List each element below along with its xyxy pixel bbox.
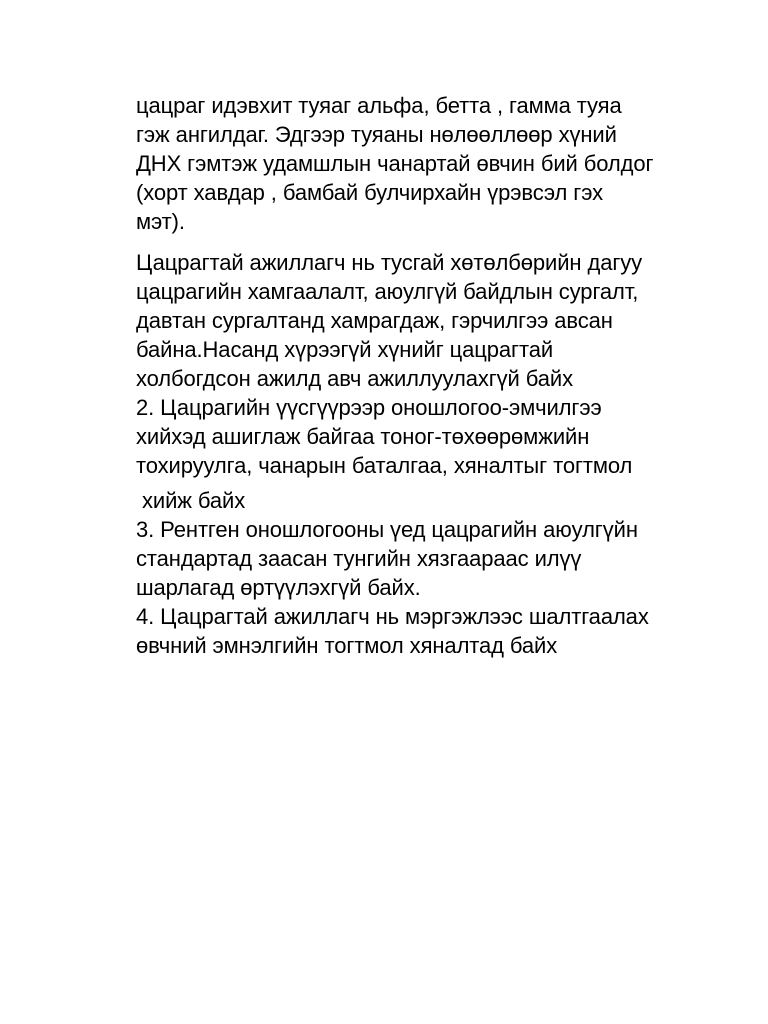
radiation-types-paragraph: цацраг идэвхит туяаг альфа, бетта , гамма туяа гэж ангилдаг. Эдгээр туяаны нөлөөллөөр хүний ДНХ гэмтэж удамшлын чанартай өвчин бий болдог (хорт хавдар , бамбай булчирхайн үрэвсэл гэх мэт). [136, 93, 654, 234]
worker-training-paragraph: Цацрагтай ажиллагч нь тусгай хөтөлбөрийн дагуу цацрагийн хамгаалалт, аюулгүй байдлын сургалт, давтан сургалтанд хамрагдаж, гэрчилгээ авсан байна.Насанд хүрээгүй хүнийг цацрагтай холбогдсон ажилд авч ажиллуулахгүй байх 2. Цацрагийн үүсгүүрээр оношлогоо-эмчилгээ хийхэд ашиглаж байгаа тоног-төхөөрөмжийн тохируулга, чанарын баталгаа, хяналтыг тогтмол [136, 250, 643, 478]
safety-requirements-paragraph: хийж байх 3. Рентген оношлогооны үед цацрагийн аюулгүйн стандартад заасан тунгийн хязгаараас илүү шарлагад өртүүлэхгүй байх. 4. Цацрагтай ажиллагч нь мэргэжлээс шалтгаалах өвчний эмнэлгийн тогтмол хяналтад байх [136, 488, 649, 658]
